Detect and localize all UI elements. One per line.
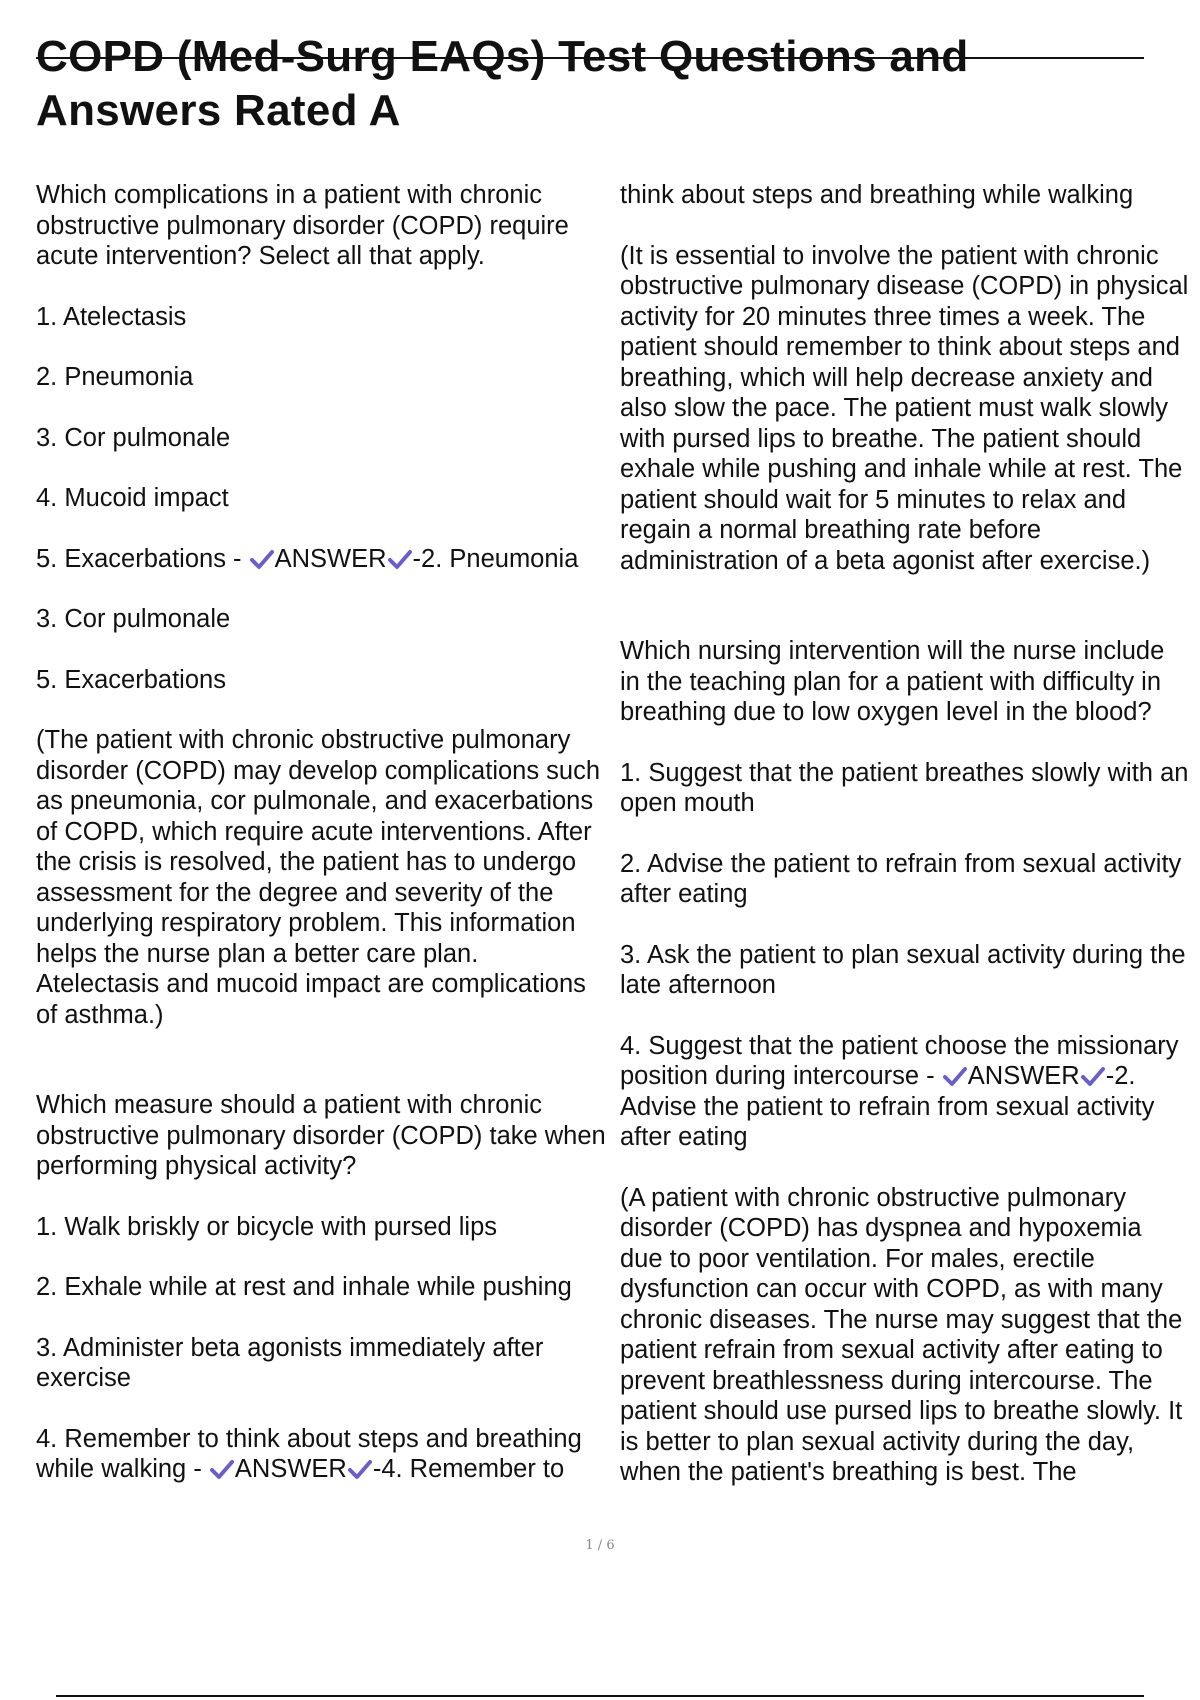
q1-option-2: 2. Pneumonia xyxy=(36,363,194,391)
q2-answer-continued: think about steps and breathing while walking xyxy=(620,181,1134,209)
q1-answer-line: 5. Exacerbations xyxy=(36,665,226,694)
q3-option-3: 3. Ask the patient to plan sexual activity during the late afternoon xyxy=(620,940,1186,999)
q3-option-4-with-answer xyxy=(620,1031,1190,1153)
answer-label: ANSWER xyxy=(967,1062,1080,1090)
bottom-rule xyxy=(56,1695,1144,1697)
q3-option-4-text: 4. Suggest that the patient choose the missionary position during intercourse - xyxy=(620,1031,1179,1090)
q2-answer-text: -4. Remember to xyxy=(372,1455,565,1483)
page-number: 1 / 6 xyxy=(585,1538,615,1553)
q2-question: Which measure should a patient with chronic obstructive pulmonary disorder (COPD) take when performing physical activity? xyxy=(36,1091,606,1180)
q1-option-1: 1. Atelectasis xyxy=(36,302,187,331)
q1-option-4: 4. Mucoid impact xyxy=(36,484,229,512)
check-icon xyxy=(387,548,413,570)
q1-option-5-text: 5. Exacerbations - xyxy=(36,544,249,573)
check-icon xyxy=(209,1458,235,1480)
check-icon xyxy=(942,1065,968,1087)
q1-rationale: (The patient with chronic obstructive pulmonary disorder (COPD) may develop complications such as pneumonia, cor pulmonale, and exacerbations of COPD, which require acute interventions. After the crisis is resolved, the patient has to undergo assessment for the degree and severity of the underlying respiratory problem. This information helps the nurse plan a better care plan. Atelectasis and mucoid impact are complications of asthma.) xyxy=(36,726,601,1029)
q3-question: Which nursing intervention will the nurse include in the teaching plan for a patient with difficulty in breathing due to low oxygen level in the blood? xyxy=(620,637,1165,726)
answer-label: ANSWER xyxy=(274,544,387,573)
q2-option-1: 1. Walk briskly or bicycle with pursed lips xyxy=(36,1212,498,1241)
q1-option-3: 3. Cor pulmonale xyxy=(36,423,231,452)
q1-answer-line: 3. Cor pulmonale xyxy=(36,605,231,633)
check-icon xyxy=(1080,1065,1106,1087)
q3-option-1: 1. Suggest that the patient breathes slowly with an open mouth xyxy=(620,758,1189,817)
check-icon xyxy=(249,548,275,570)
q2-option-3: 3. Administer beta agonists immediately after exercise xyxy=(36,1333,544,1392)
q1-question: Which complications in a patient with chronic obstructive pulmonary disorder (COPD) require acute intervention? Select all that apply. xyxy=(36,181,569,270)
q2-rationale: (It is essential to involve the patient with chronic obstructive pulmonary disease (COPD) in physical activity for 20 minutes three times a week. The patient should remember to think about steps and breathing, which will help decrease anxiety and also slow the pace. The patient must walk slowly with pursed lips to breathe. The patient should exhale while pushing and inhale while at rest. The patient should wait for 5 minutes to relax and regain a normal breathing rate before administration of a beta agonist after exercise.) xyxy=(620,241,1189,575)
right-column xyxy=(620,180,1190,1518)
q2-option-4-with-answer xyxy=(36,1424,606,1485)
q1-answer-text: -2. Pneumonia xyxy=(412,544,579,573)
q1-option-5-with-answer xyxy=(36,544,606,575)
q2-option-4-text: 4. Remember to think about steps and breathing while walking - xyxy=(36,1424,582,1483)
q3-rationale: (A patient with chronic obstructive pulmonary disorder (COPD) has dyspnea and hypoxemia due to poor ventilation. For males, erectile dysfunction can occur with COPD, as with many chronic diseases. The nurse may suggest that the patient refrain from sexual activity after eating to prevent breathlessness during intercourse. The patient should use pursed lips to breathe slowly. It is better to plan sexual activity during the day, when the patient's breathing is best. The xyxy=(620,1183,1183,1486)
answer-label: ANSWER xyxy=(234,1455,347,1483)
q3-answer-text: -2. Advise the patient to refrain from sexual activity after eating xyxy=(620,1062,1155,1151)
left-column xyxy=(36,180,606,1515)
q2-option-2: 2. Exhale while at rest and inhale while pushing xyxy=(36,1273,572,1301)
document-title: COPD (Med-Surg EAQs) Test Questions and Answers Rated A xyxy=(36,32,969,135)
q3-option-2: 2. Advise the patient to refrain from sexual activity after eating xyxy=(620,849,1182,908)
check-icon xyxy=(347,1458,373,1480)
